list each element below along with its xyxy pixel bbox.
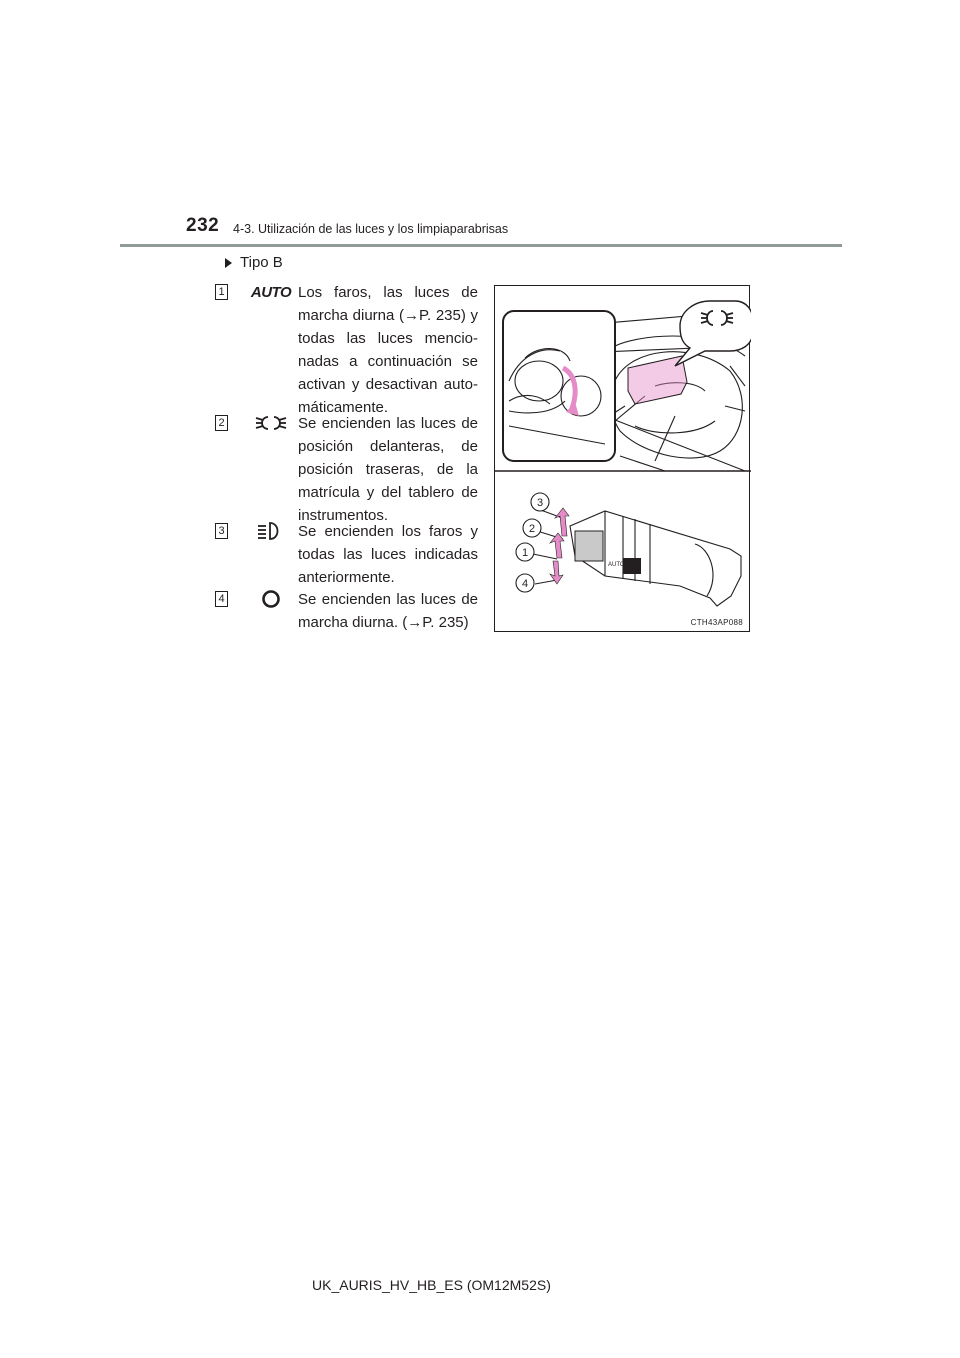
callout-2: 2	[528, 523, 536, 535]
item-number: 3	[215, 523, 228, 539]
item-text: Los faros, las luces de marcha diurna (→P. 235) y todas las luces mencio-nadas a continuación se activan y desactivan auto-máticamente.	[298, 284, 478, 416]
callout-3: 3	[536, 497, 544, 509]
headlight-switch-illustration	[494, 285, 750, 632]
auto-text-icon: AUTO	[250, 283, 292, 301]
page-number: 232	[186, 215, 220, 236]
item-number: 4	[215, 591, 228, 607]
illustration-graphic	[495, 286, 751, 633]
item-text: Se encienden las luces de posición delanteras, de posición traseras, de la matrícula y del tablero de instrumentos.	[298, 415, 478, 524]
headlight-icon	[253, 520, 289, 542]
triangle-bullet-icon	[225, 258, 232, 268]
daytime-running-light-icon	[253, 588, 289, 610]
item-number: 2	[215, 415, 228, 431]
position-lights-icon	[253, 412, 289, 434]
figure-code: CTH43AP088	[690, 618, 743, 627]
item-text: Se encienden los faros y todas las luces indicadas anteriormente.	[298, 523, 478, 586]
type-heading	[225, 254, 283, 271]
footer-doc-code: UK_AURIS_HV_HB_ES (OM12M52S)	[312, 1277, 551, 1293]
switch-label: AUTO	[608, 562, 625, 568]
callout-1: 1	[521, 547, 529, 559]
section-title: 4-3. Utilización de las luces y los limpiaparabrisas	[233, 222, 509, 236]
header-rule	[120, 244, 842, 247]
item-number: 1	[215, 284, 228, 300]
item-text: Se encienden las luces de marcha diurna. (→P. 235)	[298, 591, 478, 631]
callout-4: 4	[521, 578, 529, 590]
type-heading-label: Tipo B	[240, 254, 283, 271]
